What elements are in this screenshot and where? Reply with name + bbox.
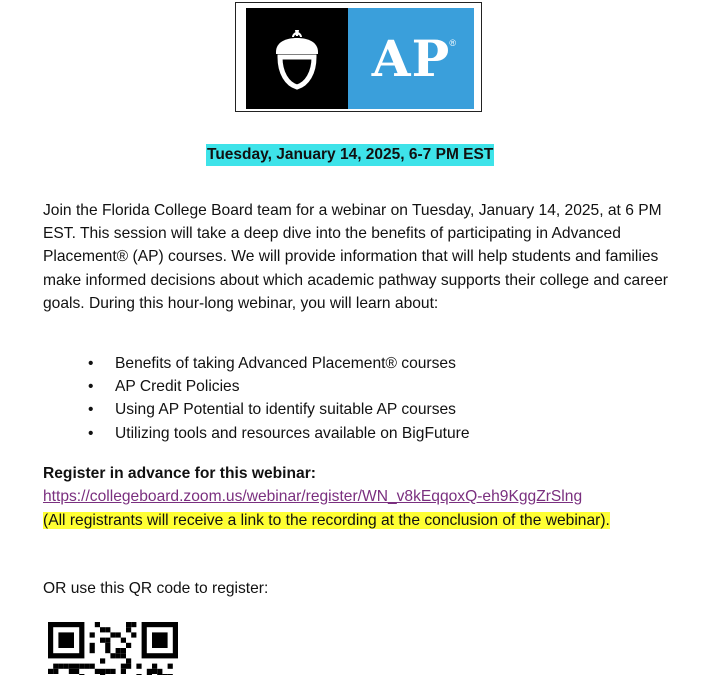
event-date-time: Tuesday, January 14, 2025, 6-7 PM EST (206, 144, 494, 166)
recording-note-text: (All registrants will receive a link to the recording at the conclusion of the webinar). (43, 512, 610, 529)
registered-mark: ® (449, 38, 456, 48)
topic-list (88, 352, 470, 445)
intro-paragraph: Join the Florida College Board team for a webinar on Tuesday, January 14, 2025, at 6 PM EST. This session will take a deep dive into the benefits of participating in Advanced Placement® (AP) courses. We will provide information that will help students and families make informed decisions about which academic pathway supports their college and career goals. During this hour-long webinar, you will learn about: (43, 202, 668, 312)
list-item: • Benefits of taking Advanced Placement® courses (88, 352, 470, 375)
ap-logo-text: AP (371, 29, 451, 88)
ap-logo (246, 8, 474, 109)
acorn-panel (246, 8, 348, 109)
ap-logo-frame (235, 2, 482, 112)
list-item: • AP Credit Policies (88, 375, 470, 398)
ap-panel (348, 8, 474, 109)
list-item: • Utilizing tools and resources available on BigFuture (88, 422, 470, 445)
register-link[interactable]: https://collegeboard.zoom.us/webinar/register/WN_v8kEqqoxQ-eh9KggZrSlng (43, 488, 583, 505)
acorn-icon (271, 28, 323, 90)
qr-caption: OR use this QR code to register: (43, 580, 269, 597)
qr-code[interactable] (48, 622, 179, 675)
recording-note (43, 509, 643, 532)
list-item: • Using AP Potential to identify suitable AP courses (88, 398, 470, 421)
qr-code-graphic[interactable] (48, 622, 179, 675)
register-heading: Register in advance for this webinar: (43, 465, 316, 482)
